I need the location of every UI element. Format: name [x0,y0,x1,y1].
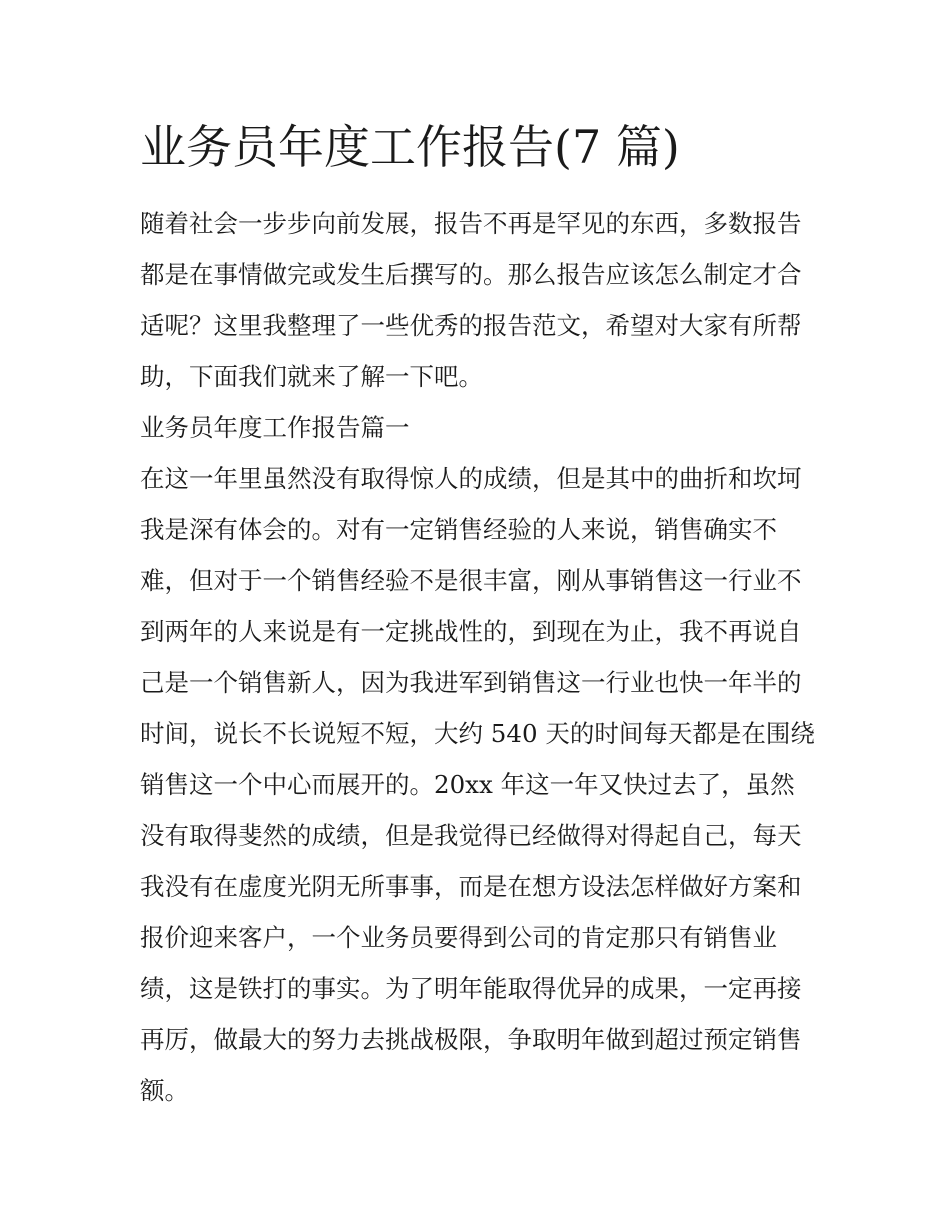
paragraph-line: 我没有在虚度光阴无所事事，而是在想方设法怎样做好方案和 [140,872,802,901]
document-title: 业务员年度工作报告(7 篇) [140,120,680,174]
paragraph-line: 报价迎来客户，一个业务员要得到公司的肯定那只有销售业 [140,923,777,952]
document-body [140,198,816,1116]
section-heading: 业务员年度工作报告篇一 [140,413,410,442]
paragraph-line: 适呢？这里我整理了一些优秀的报告范文，希望对大家有所帮 [140,311,802,340]
paragraph-line: 没有取得斐然的成绩，但是我觉得已经做得对得起自己，每天 [140,821,802,850]
paragraph-line: 我是深有体会的。对有一定销售经验的人来说，销售确实不 [140,515,777,544]
paragraph-line: 绩，这是铁打的事实。为了明年能取得优异的成果，一定再接 [140,974,802,1003]
paragraph-line: 额。 [140,1076,189,1105]
paragraph-line: 销售这一个中心而展开的。20xx 年这一年又快过去了，虽然 [140,770,795,799]
paragraph-line: 随着社会一步步向前发展，报告不再是罕见的东西，多数报告 [140,209,802,238]
paragraph-line: 时间，说长不长说短不短，大约 540 天的时间每天都是在围绕 [140,719,815,748]
paragraph-line: 己是一个销售新人，因为我进军到销售这一行业也快一年半的 [140,668,802,697]
paragraph-line: 再厉，做最大的努力去挑战极限，争取明年做到超过预定销售 [140,1025,802,1054]
paragraph-line: 在这一年里虽然没有取得惊人的成绩，但是其中的曲折和坎坷 [140,464,802,493]
paragraph-line: 助，下面我们就来了解一下吧。 [140,362,483,391]
paragraph-line: 都是在事情做完或发生后撰写的。那么报告应该怎么制定才合 [140,260,802,289]
paragraph-line: 到两年的人来说是有一定挑战性的，到现在为止，我不再说自 [140,617,802,646]
paragraph-line: 难，但对于一个销售经验不是很丰富，刚从事销售这一行业不 [140,566,802,595]
